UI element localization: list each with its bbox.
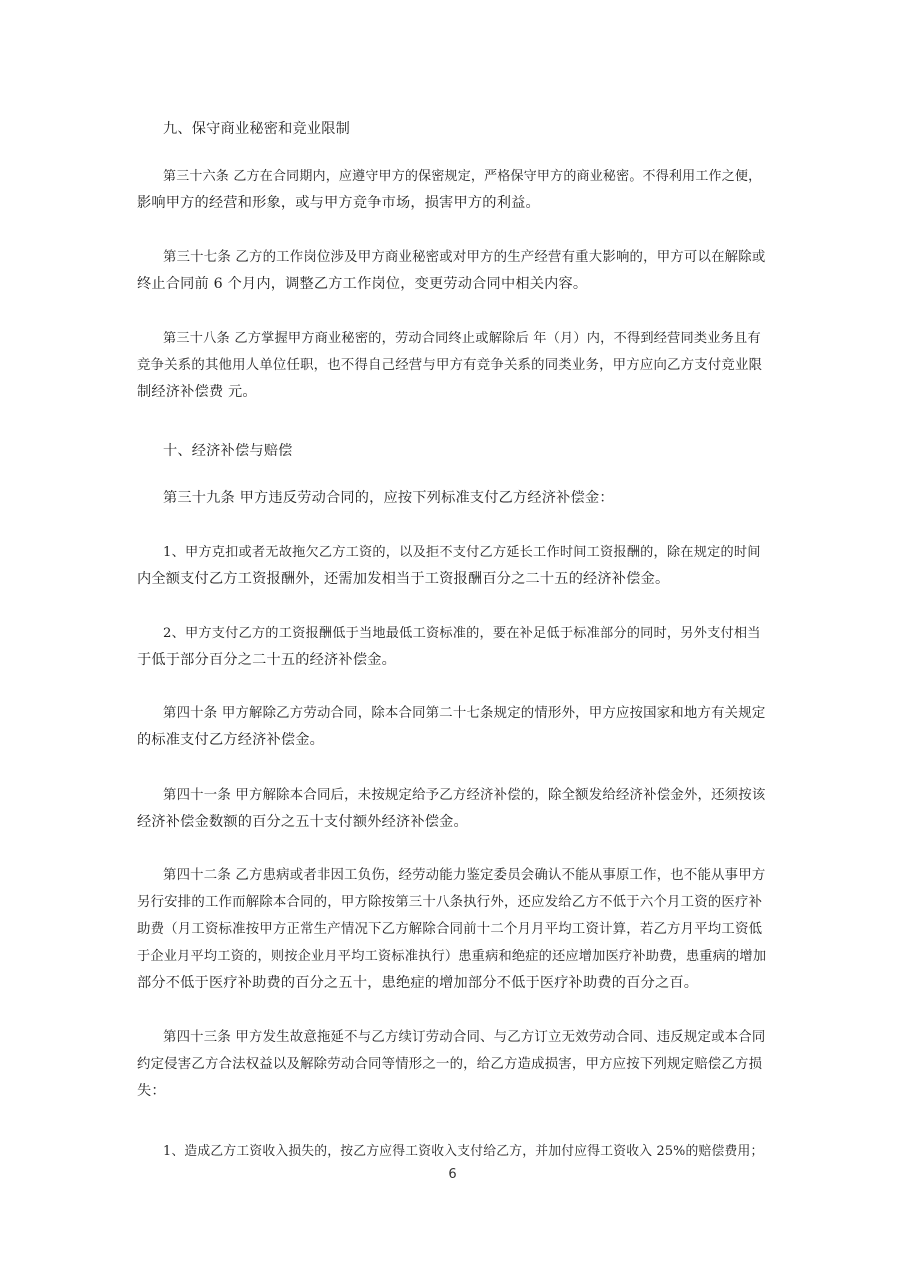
article-36-paragraph — [137, 163, 769, 217]
paragraph-line: 影响甲方的经营和形象，或与甲方竞争市场，损害甲方的利益。 — [137, 195, 540, 211]
paragraph-line: 助费（月工资标准按甲方正常生产情况下乙方解除合同前十二个月月平均工资计算，若乙方月平均工资低 — [137, 922, 763, 937]
paragraph-line: 失： — [137, 1083, 166, 1099]
paragraph-line: 第三十七条 乙方的工作岗位涉及甲方商业秘密或对甲方的生产经营有重大影响的，甲方可以在解除或 — [163, 250, 766, 265]
article-39-paragraph — [137, 485, 769, 512]
paragraph-line: 第三十八条 乙方掌握甲方商业秘密的，劳动合同终止或解除后 年（月）内，不得到经营同类业务且有 — [163, 331, 761, 346]
article-42-paragraph — [137, 862, 769, 997]
paragraph-line: 竞争关系的其他用人单位任职，也不得自己经营与甲方有竞争关系的同类业务，甲方应向乙方支付竞业限 — [137, 358, 763, 373]
paragraph-line: 终止合同前 6 个月内，调整乙方工作岗位，变更劳动合同中相关内容。 — [137, 276, 588, 292]
clause-1-paragraph — [137, 539, 769, 593]
paragraph-line: 1、甲方克扣或者无故拖欠乙方工资的，以及拒不支付乙方延长工作时间工资报酬的，除在规定的时间 — [163, 545, 761, 560]
paragraph-line: 第四十二条 乙方患病或者非因工负伤，经劳动能力鉴定委员会确认不能从事原工作，也不能从事甲方 — [163, 868, 766, 883]
section-heading-ten — [163, 438, 763, 465]
article-43-paragraph — [137, 1024, 769, 1105]
paragraph-line: 第三十九条 甲方违反劳动合同的，应按下列标准支付乙方经济补偿金： — [163, 490, 614, 506]
paragraph-line: 约定侵害乙方合法权益以及解除劳动合同等情形之一的，给乙方造成损害，甲方应按下列规定赔偿乙方损 — [137, 1057, 763, 1072]
paragraph-line: 于企业月平均工资的，则按企业月平均工资标准执行）患重病和绝症的还应增加医疗补助费，患重病的增加 — [137, 949, 767, 964]
article-38-paragraph — [137, 325, 769, 406]
article-40-paragraph — [137, 700, 769, 754]
paragraph-line: 第四十一条 甲方解除本合同后，未按规定给予乙方经济补偿的，除全额发给经济补偿金外，还须按该 — [163, 788, 766, 803]
paragraph-line: 内全额支付乙方工资报酬外，还需加发相当于工资报酬百分之二十五的经济补偿金。 — [137, 571, 670, 587]
paragraph-line: 经济补偿金数额的百分之五十支付额外经济补偿金。 — [137, 814, 468, 830]
paragraph-line: 第三十六条 乙方在合同期内，应遵守甲方的保密规定，严格保守甲方的商业秘密。不得利用工作之便， — [163, 169, 762, 184]
clause-2-paragraph — [137, 620, 769, 674]
paragraph-line: 制经济补偿费 元。 — [137, 384, 257, 400]
article-41-paragraph — [137, 782, 769, 836]
clause-1-compensation-paragraph — [137, 1138, 769, 1165]
paragraph-line: 2、甲方支付乙方的工资报酬低于当地最低工资标准的，要在补足低于标准部分的同时，另外支付相当 — [163, 626, 761, 641]
paragraph-line: 另行安排的工作而解除本合同的，甲方除按第三十八条执行外，还应发给乙方不低于六个月工资的医疗补 — [137, 895, 763, 910]
paragraph-line: 第四十三条 甲方发生故意拖延不与乙方续订劳动合同、与乙方订立无效劳动合同、违反规定或本合同 — [163, 1030, 766, 1045]
article-37-paragraph — [137, 244, 769, 298]
section-heading-nine — [163, 116, 763, 143]
page-number: 6 — [448, 1167, 457, 1182]
heading-line: 九、保守商业秘密和竞业限制 — [163, 121, 351, 137]
paragraph-line: 第四十条 甲方解除乙方劳动合同，除本合同第二十七条规定的情形外，甲方应按国家和地方有关规定 — [163, 706, 766, 721]
paragraph-line: 的标准支付乙方经济补偿金。 — [137, 732, 325, 748]
paragraph-line: 1、造成乙方工资收入损失的，按乙方应得工资收入支付给乙方，并加付应得工资收入 25%的赔偿费用； — [163, 1144, 764, 1159]
paragraph-line: 部分不低于医疗补助费的百分之五十，患绝症的增加部分不低于医疗补助费的百分之百。 — [137, 975, 699, 991]
paragraph-line: 于低于部分百分之二十五的经济补偿金。 — [137, 652, 396, 668]
heading-line: 十、经济补偿与赔偿 — [163, 443, 293, 459]
